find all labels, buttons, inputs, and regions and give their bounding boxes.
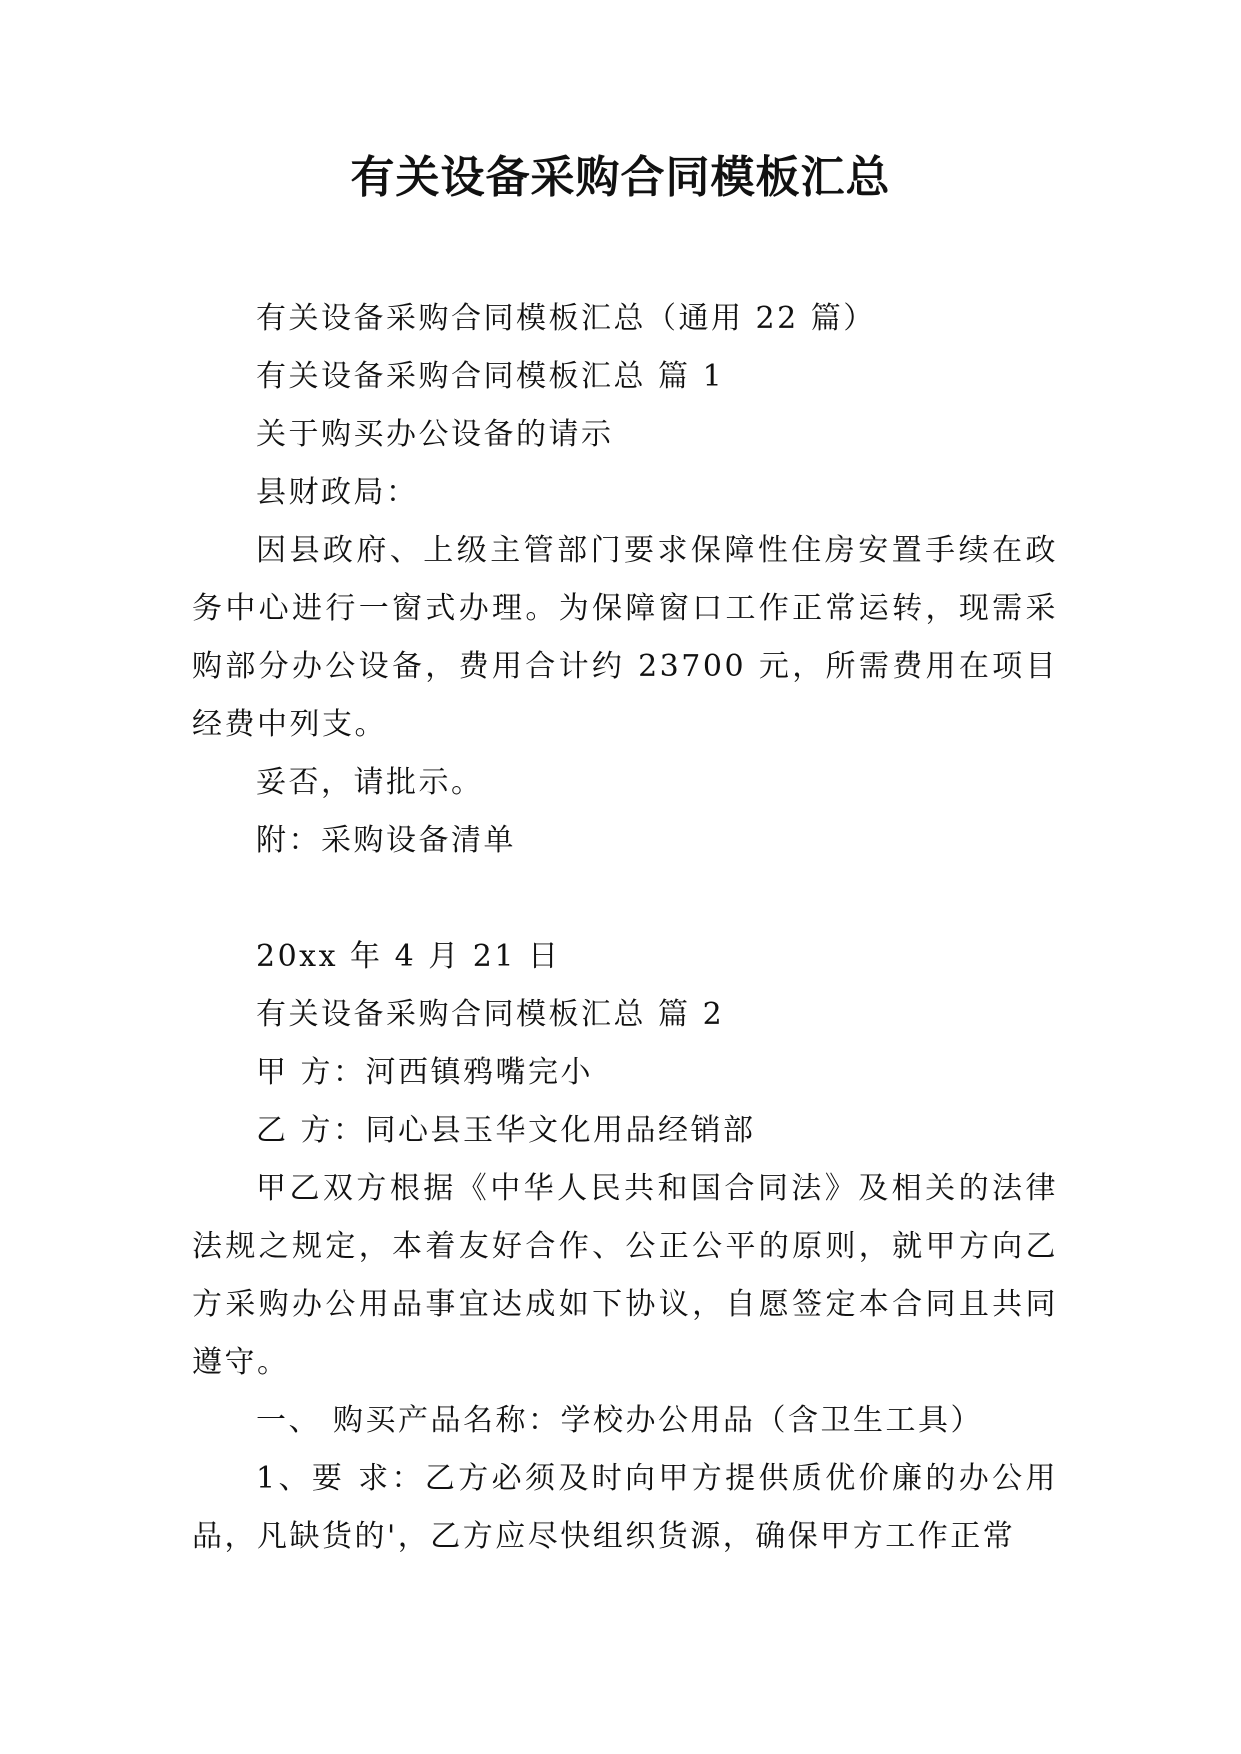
party-b-paragraph: 乙 方：同心县玉华文化用品经销部 — [256, 1113, 756, 1148]
body-paragraph: 因县政府、上级主管部门要求保障性住房安置手续在政务中心进行一窗式办理。为保障窗口工作正常运转，现需采购部分办公设备，费用合计约 23700 元，所需费用在项目经费中列支。 — [192, 533, 1058, 742]
section-heading-1: 有关设备采购合同模板汇总 篇 1 — [256, 359, 725, 394]
agreement-paragraph: 甲乙双方根据《中华人民共和国合同法》及相关的法律法规之规定，本着友好合作、公正公平的原则，就甲方向乙方采购办公用品事宜达成如下协议，自愿签定本合同且共同遵守。 — [192, 1171, 1058, 1380]
section-heading-2: 有关设备采购合同模板汇总 篇 2 — [256, 997, 725, 1032]
requirement-paragraph: 1、要 求：乙方必须及时向甲方提供质优价廉的办公用品，凡缺货的'，乙方应尽快组织货源，确保甲方工作正常 — [192, 1461, 1058, 1554]
clause-paragraph: 一、 购买产品名称：学校办公用品（含卫生工具） — [256, 1403, 984, 1438]
document-body — [192, 290, 1058, 1566]
request-heading: 关于购买办公设备的请示 — [256, 417, 614, 452]
addressee-paragraph: 县财政局： — [256, 475, 419, 510]
date-paragraph: 20xx 年 4 月 21 日 — [256, 939, 561, 974]
approval-request-paragraph: 妥否，请批示。 — [256, 765, 484, 800]
attachment-paragraph: 附：采购设备清单 — [256, 823, 516, 858]
document-title: 有关设备采购合同模板汇总 — [350, 152, 891, 203]
subtitle-paragraph: 有关设备采购合同模板汇总（通用 22 篇） — [256, 301, 876, 336]
party-a-paragraph: 甲 方：河西镇鸦嘴完小 — [256, 1055, 594, 1090]
